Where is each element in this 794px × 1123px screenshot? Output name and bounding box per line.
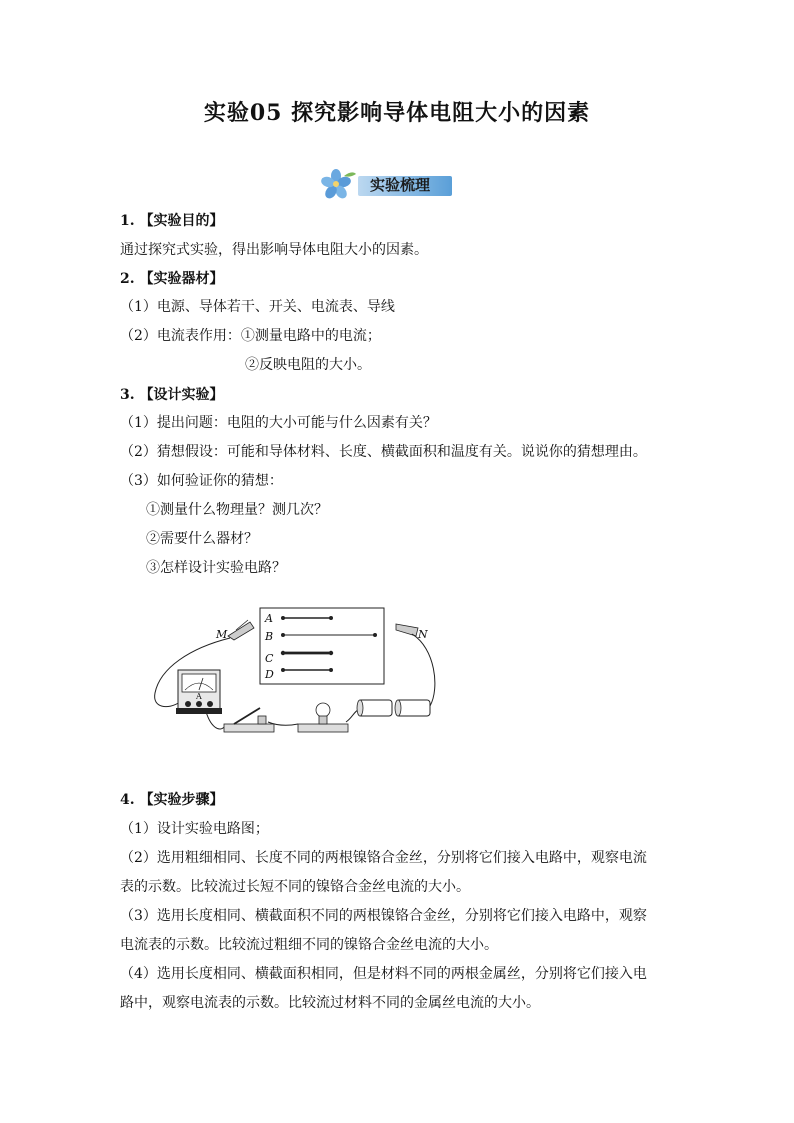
label-a: A [265,612,273,625]
purpose-text: 通过探究式实验，得出影响导体电阻大小的因素。 [120,242,428,258]
heading-equipment: 2. 【实验器材】 [120,271,224,287]
step-4-line-1: （4）选用长度相同、横截面积相同，但是材料不同的两根金属丝，分别将它们接入电 [120,966,647,982]
clip-m [215,620,254,641]
step-3-line-2: 电流表的示数。比较流过粗细不同的镍铬合金丝电流的大小。 [120,937,498,953]
label-n: N [418,628,428,641]
badge-label: 实验梳理 [370,176,431,194]
step-1: （1）设计实验电路图； [120,821,269,837]
section-badge [318,166,468,202]
design-sub-2: ②需要什么器材？ [146,531,258,547]
bulb [298,703,348,732]
equipment-item-2b: ②反映电阻的大小。 [245,357,371,373]
circuit-diagram [150,598,450,748]
page-title: 实验05 探究影响导体电阻大小的因素 [203,100,591,126]
equipment-item-2: （2）电流表作用：①测量电路中的电流； [120,328,381,344]
design-sub-1: ①测量什么物理量？测几次？ [146,502,328,518]
step-4-line-2: 路中，观察电流表的示数。比较流过材料不同的金属丝电流的大小。 [120,995,540,1011]
switch [224,708,274,732]
step-2-line-2: 表的示数。比较流过长短不同的镍铬合金丝电流的大小。 [120,879,470,895]
heading-purpose: 1. 【实验目的】 [120,213,224,229]
label-c: C [265,652,274,665]
step-2-line-1: （2）选用粗细相同、长度不同的两根镍铬合金丝，分别将它们接入电路中，观察电流 [120,850,647,866]
design-question-2: （2）猜想假设：可能和导体材料、长度、横截面积和温度有关。说说你的猜想理由。 [120,444,647,460]
wire-board [260,608,384,684]
ammeter-label: A [196,692,202,701]
equipment-item-1: （1）电源、导体若干、开关、电流表、导线 [120,299,395,315]
clip-n [396,624,428,641]
label-m: M [216,628,228,641]
label-d: D [265,668,274,681]
flower-icon [318,166,358,202]
design-question-1: （1）提出问题：电阻的大小可能与什么因素有关？ [120,415,437,431]
heading-design: 3. 【设计实验】 [120,387,224,403]
ammeter [176,670,222,714]
label-b: B [265,630,274,643]
heading-steps: 4. 【实验步骤】 [120,792,224,808]
design-question-3: （3）如何验证你的猜想： [120,473,283,489]
batteries [357,700,430,716]
step-3-line-1: （3）选用长度相同、横截面积不同的两根镍铬合金丝，分别将它们接入电路中，观察 [120,908,647,924]
design-sub-3: ③怎样设计实验电路？ [146,560,286,576]
